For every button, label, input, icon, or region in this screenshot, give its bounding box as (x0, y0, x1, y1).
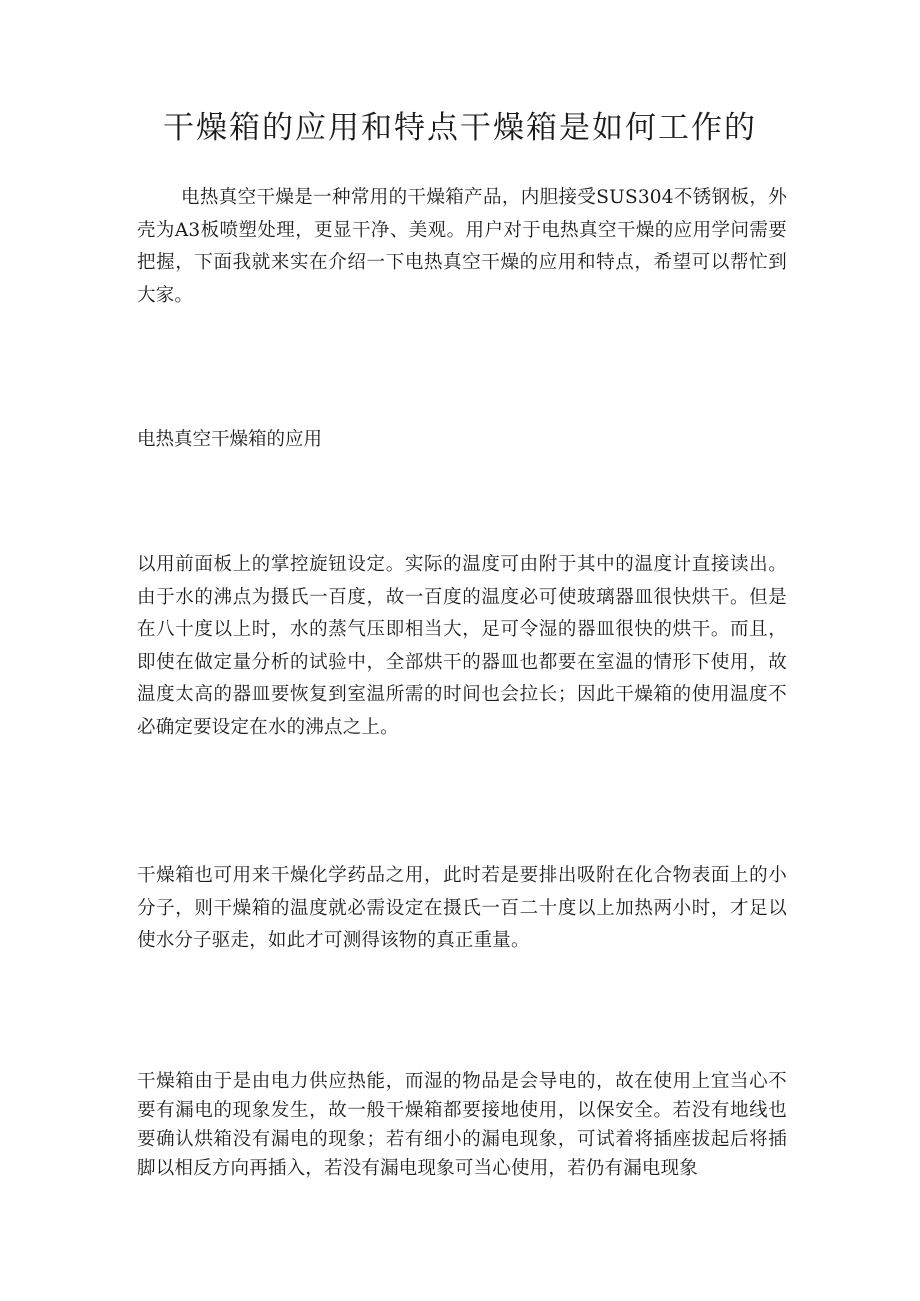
body-paragraph: 干燥箱由于是由电力供应热能，而湿的物品是会导电的，故在使用上宜当心不要有漏电的现象发生，故一般干燥箱都要接地使用，以保安全。若没有地线也要确认烘箱没有漏电的现象；若有细小的漏电现象，可试着将插座拔起后将插脚以相反方向再插入，若没有漏电现象可当心使用，若仍有漏电现象 (137, 1071, 787, 1179)
intro-paragraph: 电热真空干燥是一种常用的干燥箱产品，内胆接受SUS304不锈钢板，外壳为A3板喷塑处理，更显干净、美观。用户对于电热真空干燥的应用学问需要把握，下面我就来实在介绍一下电热真空干燥的应用和特点，希望可以帮忙到大家。 (137, 187, 787, 306)
body-paragraph: 干燥箱也可用来干燥化学药品之用，此时若是要排出吸附在化合物表面上的小分子，则干燥箱的温度就必需设定在摄氏一百二十度以上加热两小时，才足以使水分子驱走，如此才可测得该物的真正重量。 (137, 865, 787, 951)
document-title: 干燥箱的应用和特点干燥箱是如何工作的 (163, 110, 757, 146)
section-heading: 电热真空干燥箱的应用 (137, 429, 323, 450)
body-paragraph: 以用前面板上的掌控旋钮设定。实际的温度可由附于其中的温度计直接读出。由于水的沸点为摄氏一百度，故一百度的温度必可使玻璃器皿很快烘干。但是在八十度以上时，水的蒸气压即相当大，足可令湿的器皿很快的烘干。而且，即使在做定量分析的试验中，全部烘干的器皿也都要在室温的情形下使用，故温度太高的器皿要恢复到室温所需的时间也会拉长；因此干燥箱的使用温度不必确定要设定在水的沸点之上。 (137, 554, 787, 738)
